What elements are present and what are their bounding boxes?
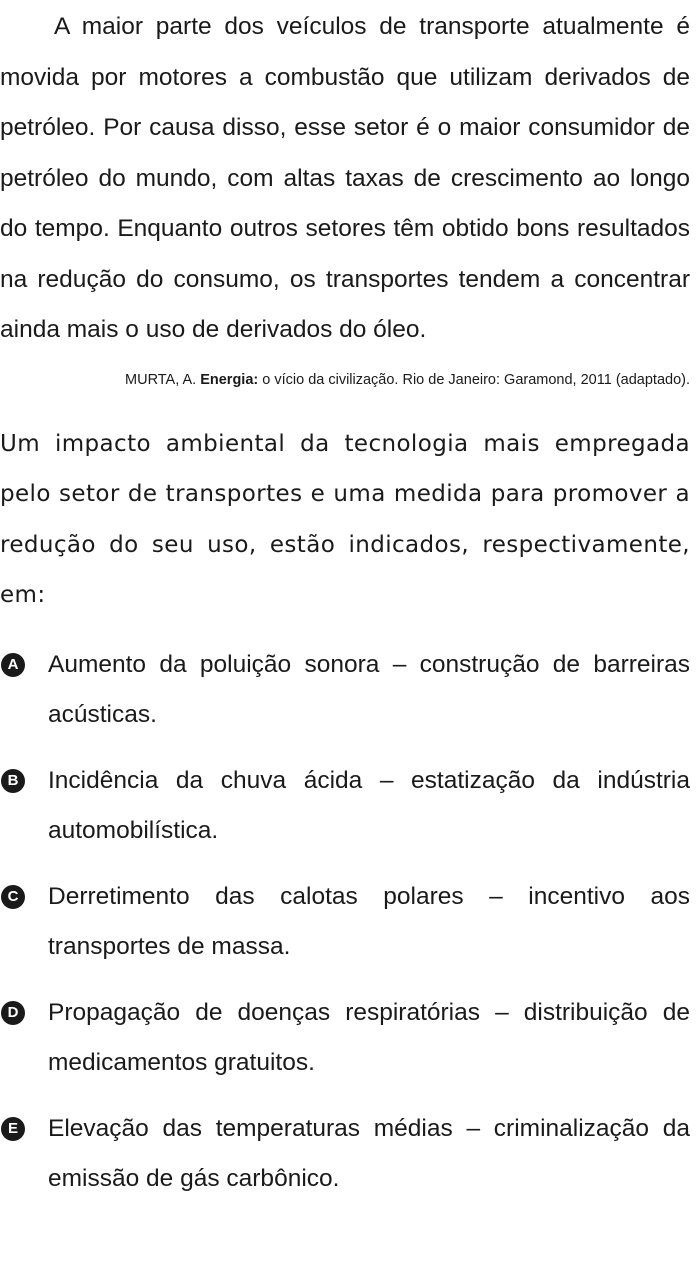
option-a-letter-icon: A — [1, 653, 25, 677]
source-passage: A maior parte dos veículos de transporte atualmente é movida por motores a combustão que utilizam derivados de petróleo. Por causa disso, esse setor é o maior consumidor de petróleo do mundo, com altas taxas de crescimento ao longo do tempo. Enquanto outros setores têm obtido bons resultados na redução do consumo, os transportes tendem a concentrar ainda mais o uso de derivados do óleo. — [0, 13, 690, 343]
citation-rest: o vício da civilização. Rio de Janeiro: Garamond, 2011 (adaptado). — [262, 371, 690, 388]
option-e-letter-icon: E — [1, 1117, 25, 1141]
option-d[interactable] — [0, 988, 690, 1089]
option-c[interactable] — [0, 872, 690, 973]
option-c-text: Derretimento das calotas polares – incentivo aos transportes de massa. — [48, 882, 690, 960]
option-b[interactable] — [0, 756, 690, 857]
option-e-text: Elevação das temperaturas médias – criminalização da emissão de gás carbônico. — [48, 1114, 690, 1192]
answer-options — [0, 640, 690, 1205]
option-b-letter-icon: B — [1, 769, 25, 793]
option-c-letter-icon: C — [1, 885, 25, 909]
citation-title: Energia: — [200, 371, 259, 388]
option-e[interactable] — [0, 1104, 690, 1205]
citation — [0, 370, 690, 390]
option-b-text: Incidência da chuva ácida – estatização da indústria automobilística. — [48, 766, 690, 844]
option-d-text: Propagação de doenças respiratórias – distribuição de medicamentos gratuitos. — [48, 998, 690, 1076]
option-d-letter-icon: D — [1, 1001, 25, 1025]
citation-author: MURTA, A. — [125, 371, 197, 388]
question-stem: Um impacto ambiental da tecnologia mais empregada pelo setor de transportes e uma medida para promover a redução do seu uso, estão indicados, respectivamente, em: — [0, 430, 690, 608]
option-a[interactable] — [0, 640, 690, 741]
option-a-text: Aumento da poluição sonora – construção de barreiras acústicas. — [48, 650, 690, 728]
